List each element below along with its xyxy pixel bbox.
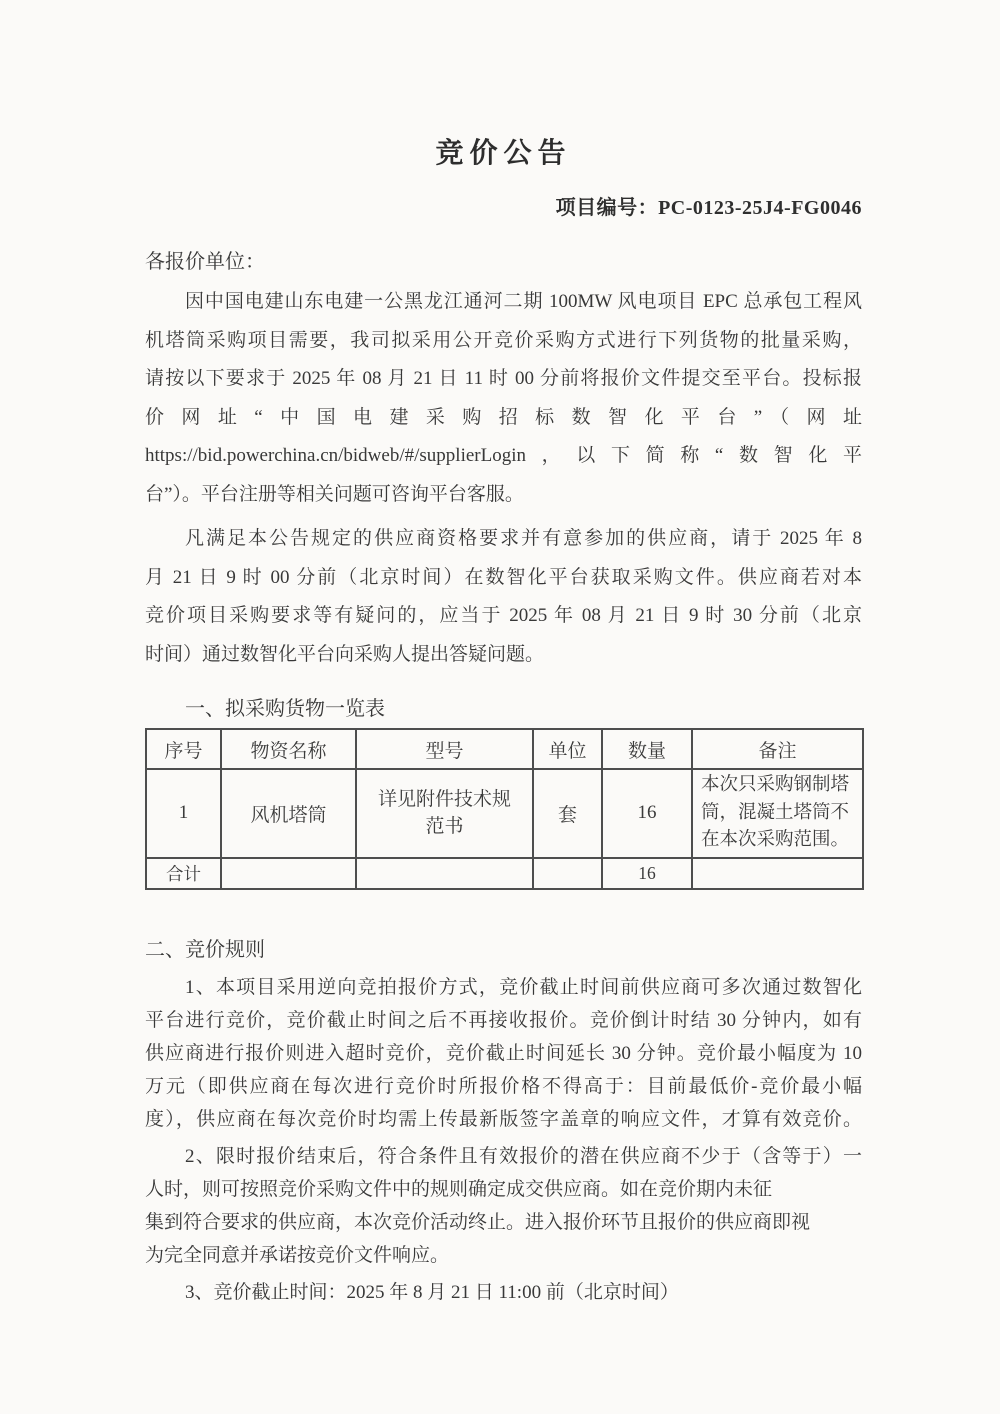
rule-line: 平台进行竞价，竞价截止时间之后不再接收报价。竞价倒计时结 30 分钟内，如有 bbox=[145, 1009, 862, 1031]
total-name-empty bbox=[221, 858, 356, 889]
paragraph-line: 台”）。平台注册等相关问题可咨询平台客服。 bbox=[145, 483, 524, 505]
total-label: 合计 bbox=[146, 858, 221, 889]
cell-qty: 16 bbox=[602, 769, 692, 858]
paragraph-line: 机塔筒采购项目需要，我司拟采用公开竞价采购方式进行下列货物的批量采购， bbox=[145, 329, 862, 351]
header-remark: 备注 bbox=[692, 729, 863, 769]
header-qty: 数量 bbox=[602, 729, 692, 769]
rule-line: 2、限时报价结束后，符合条件且有效报价的潜在供应商不少于（含等于）一 bbox=[185, 1145, 862, 1167]
rule-line: 为完全同意并承诺按竞价文件响应。 bbox=[145, 1244, 450, 1266]
total-qty: 16 bbox=[602, 858, 692, 889]
header-model: 型号 bbox=[356, 729, 533, 769]
rule-line: 集到符合要求的供应商，本次竞价活动终止。进入报价环节且报价的供应商即视 bbox=[145, 1211, 811, 1233]
paragraph-intro bbox=[145, 283, 862, 514]
table-header-row bbox=[146, 729, 863, 769]
rule-line: 万元（即供应商在每次进行竞价时所报价格不得高于：目前最低价-竞价最小幅 bbox=[145, 1075, 862, 1097]
rule-line: 1、本项目采用逆向竞拍报价方式，竞价截止时间前供应商可多次通过数智化 bbox=[185, 976, 862, 998]
rule-line: 度），供应商在每次竞价时均需上传最新版签字盖章的响应文件，才算有效竞价。 bbox=[145, 1108, 862, 1130]
salutation: 各报价单位： bbox=[145, 251, 265, 273]
section-bidding-rules bbox=[145, 934, 862, 1309]
paragraph-line: 凡满足本公告规定的供应商资格要求并有意参加的供应商，请于 2025 年 8 bbox=[185, 528, 862, 549]
cell-seq: 1 bbox=[146, 769, 221, 858]
project-number: 项目编号：PC-0123-25J4-FG0046 bbox=[555, 197, 862, 219]
page-title: 竞价公告 bbox=[435, 138, 572, 169]
rule-line-deadline: 3、竞价截止时间：2025 年 8 月 21 日 11:00 前（北京时间） bbox=[185, 1281, 679, 1303]
paragraph-line: 竞价项目采购要求等有疑问的，应当于 2025 年 08 月 21 日 9 时 30 分前（北京 bbox=[145, 605, 862, 626]
rule-3 bbox=[145, 1276, 862, 1309]
cell-model: 详见附件技术规范书 bbox=[356, 769, 533, 858]
paragraph-line: 因中国电建山东电建一公黑龙江通河二期 100MW 风电项目 EPC 总承包工程风 bbox=[185, 291, 862, 312]
cell-material-name: 风机塔筒 bbox=[221, 769, 356, 858]
rule-line: 供应商进行报价则进入超时竞价，竞价截止时间延长 30 分钟。竞价最小幅度为 10 bbox=[145, 1042, 862, 1064]
cell-remark: 本次只采购钢制塔筒，混凝土塔筒不在本次采购范围。 bbox=[692, 769, 863, 858]
header-material-name: 物资名称 bbox=[221, 729, 356, 769]
rule-2 bbox=[145, 1140, 862, 1272]
rule-line: 人时，则可按照竞价采购文件中的规则确定成交供应商。如在竞价期内未征 bbox=[145, 1178, 773, 1200]
paragraph-notice bbox=[145, 520, 862, 674]
section-heading-rules: 二、竞价规则 bbox=[145, 938, 265, 961]
paragraph-line: 请按以下要求于 2025 年 08 月 21 日 11 时 00 分前将报价文件提交至平台。投标报 bbox=[145, 368, 862, 389]
goods-table bbox=[145, 728, 864, 890]
cell-unit: 套 bbox=[533, 769, 602, 858]
table-total-row bbox=[146, 858, 863, 889]
total-unit-empty bbox=[533, 858, 602, 889]
total-remark-empty bbox=[692, 858, 863, 889]
paragraph-line: 价网址“中国电建采购招标数智化平台”（网址 bbox=[145, 406, 862, 428]
header-seq: 序号 bbox=[146, 729, 221, 769]
header-unit: 单位 bbox=[533, 729, 602, 769]
paragraph-line-url: https://bid.powerchina.cn/bidweb/#/supplierLogin，以下简称“数智化平 bbox=[145, 445, 862, 466]
total-model-empty bbox=[356, 858, 533, 889]
paragraph-line: 时间）通过数智化平台向采购人提出答疑问题。 bbox=[145, 643, 545, 665]
section-heading-goods-list: 一、拟采购货物一览表 bbox=[185, 698, 385, 720]
paragraph-line: 月 21 日 9 时 00 分前（北京时间）在数智化平台获取采购文件。供应商若对本 bbox=[145, 566, 862, 588]
rule-1 bbox=[145, 971, 862, 1136]
table-row bbox=[146, 769, 863, 858]
